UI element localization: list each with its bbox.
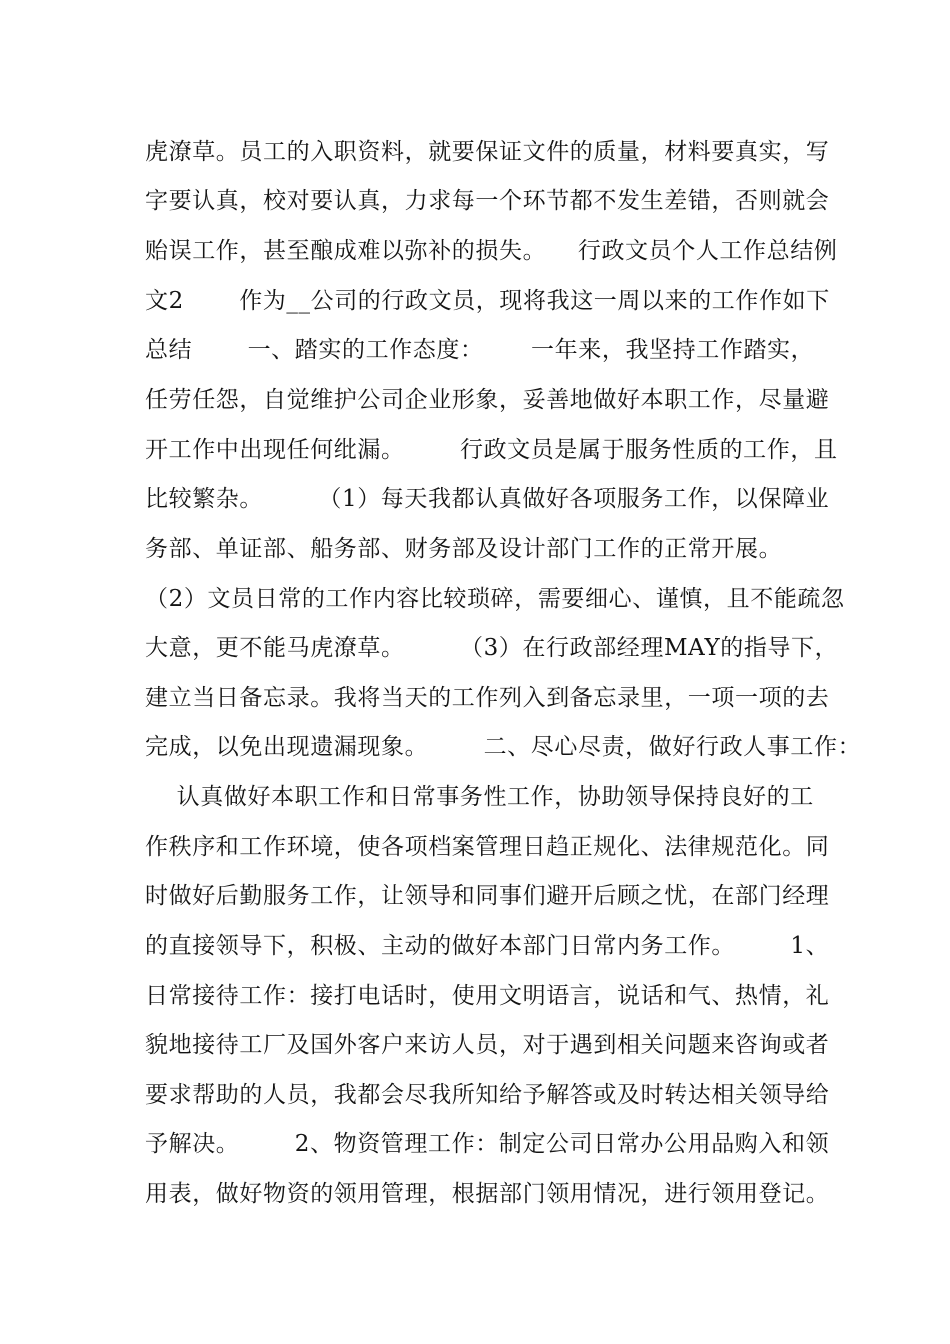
- text-line: 务部、单证部、船务部、财务部及设计部门工作的正常开展。: [145, 536, 783, 562]
- text-line: 虎潦草。员工的入职资料，就要保证文件的质量，材料要真实，写: [145, 139, 830, 165]
- text-line: 文2 作为__公司的行政文员，现将我这一周以来的工作作如下: [145, 288, 830, 314]
- text-line: 大意，更不能马虎潦草。 （3）在行政部经理MAY的指导下，: [145, 635, 839, 661]
- text-line: 要求帮助的人员，我都会尽我所知给予解答或及时转达相关领导给: [145, 1082, 830, 1108]
- text-line: 予解决。 2、物资管理工作：制定公司日常办公用品购入和领: [145, 1131, 830, 1157]
- text-line: 比较繁杂。 （1）每天我都认真做好各项服务工作，以保障业: [145, 486, 830, 512]
- text-line: 完成，以免出现遗漏现象。 二、尽心尽责，做好行政人事工作：: [145, 734, 862, 760]
- text-line: 字要认真，校对要认真，力求每一个环节都不发生差错，否则就会: [145, 188, 830, 214]
- text-line: 日常接待工作：接打电话时，使用文明语言，说话和气、热情，礼: [145, 983, 830, 1009]
- text-line: 建立当日备忘录。我将当天的工作列入到备忘录里，一项一项的去: [145, 685, 830, 711]
- text-line: 认真做好本职工作和日常事务性工作，协助领导保持良好的工: [145, 784, 814, 810]
- text-line: 贻误工作，甚至酿成难以弥补的损失。 行政文员个人工作总结例: [145, 238, 838, 264]
- text-line: 用表，做好物资的领用管理，根据部门领用情况，进行领用登记。: [145, 1181, 830, 1207]
- text-line: 时做好后勤服务工作，让领导和同事们避开后顾之忧，在部门经理: [145, 883, 830, 909]
- text-line: 总结 一、踏实的工作态度： 一年来，我坚持工作踏实，: [145, 337, 815, 363]
- text-line: 开工作中出现任何纰漏。 行政文员是属于服务性质的工作，且: [145, 437, 838, 463]
- text-line: 的直接领导下，积极、主动的做好本部门日常内务工作。 1、: [145, 933, 830, 959]
- text-line: 作秩序和工作环境，使各项档案管理日趋正规化、法律规范化。同: [145, 834, 830, 860]
- text-line: （2）文员日常的工作内容比较琐碎，需要细心、谨慎，且不能疏忽: [145, 586, 845, 612]
- text-line: 貌地接待工厂及国外客户来访人员，对于遇到相关问题来咨询或者: [145, 1032, 830, 1058]
- text-line: 任劳任怨，自觉维护公司企业形象，妥善地做好本职工作，尽量避: [145, 387, 830, 413]
